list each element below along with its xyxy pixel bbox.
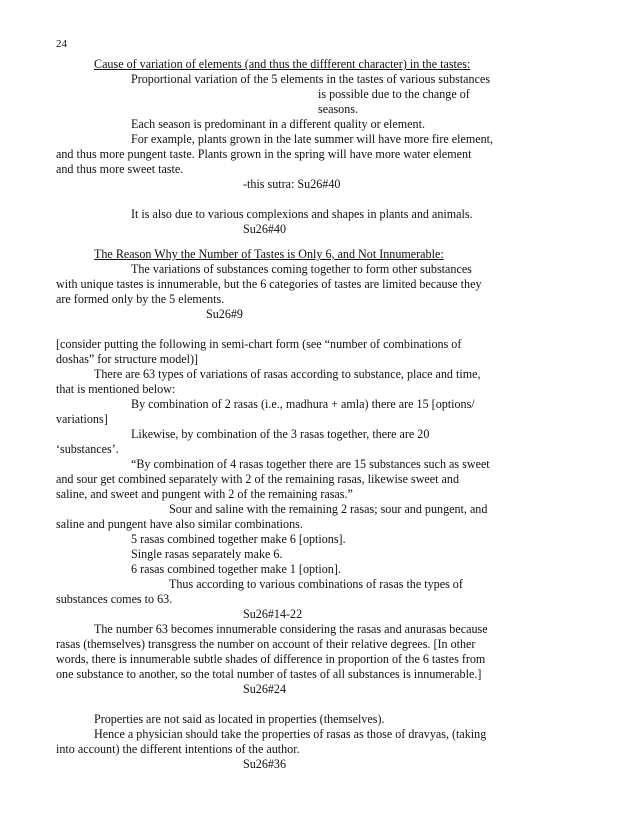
citation: Su26#9 <box>206 307 243 321</box>
text-line: Each season is predominant in a different quality or element. <box>131 117 425 131</box>
citation: Su26#40 <box>243 222 287 236</box>
text-line: saline, and sweet and pungent with 2 of the remaining rasas.” <box>56 487 353 501</box>
text-line: one substance to another, so the total number of tastes of all substances is innumerable.] <box>56 667 482 681</box>
text-line: saline and pungent have also similar combinations. <box>56 517 303 531</box>
text-line: Properties are not said as located in properties (themselves). <box>94 712 385 726</box>
text-line: words, there is innumerable subtle shades of difference in proportion of the 6 tastes from <box>56 652 486 666</box>
text-line: 5 rasas combined together make 6 [options]. <box>131 532 346 546</box>
text-line: For example, plants grown in the late summer will have more fire element, <box>131 132 494 146</box>
text-line: The number 63 becomes innumerable considering the rasas and anurasas because <box>94 622 488 636</box>
text-line: 6 rasas combined together make 1 [option]. <box>131 562 341 576</box>
text-line: There are 63 types of variations of rasas according to substance, place and time, <box>94 367 481 381</box>
text-line: Proportional variation of the 5 elements in the tastes of various substances <box>131 72 491 86</box>
text-line: that is mentioned below: <box>56 382 176 396</box>
page-number: 24 <box>56 38 67 50</box>
text-line: [consider putting the following in semi-chart form (see “number of combinations of <box>56 337 462 351</box>
text-line: are formed only by the 5 elements. <box>56 292 225 306</box>
section-heading-variation: Cause of variation of elements (and thus the diffferent character) in the tastes: <box>94 57 471 71</box>
text-line: is possible due to the change of <box>318 87 470 101</box>
text-line: Single rasas separately make 6. <box>131 547 283 561</box>
text-line: seasons. <box>318 102 358 116</box>
text-line: rasas (themselves) transgress the number on account of their relative degrees. [In other <box>56 637 476 651</box>
text-line: Hence a physician should take the properties of rasas as those of dravyas, (taking <box>94 727 487 741</box>
citation: -this sutra: Su26#40 <box>243 177 341 191</box>
text-line: with unique tastes is innumerable, but the 6 categories of tastes are limited because they <box>56 277 482 291</box>
citation: Su26#14-22 <box>243 607 303 621</box>
citation: Su26#24 <box>243 682 287 696</box>
text-line: ‘substances’. <box>56 442 119 456</box>
text-line: Sour and saline with the remaining 2 rasas; sour and pungent, and <box>169 502 488 516</box>
text-line: and sour get combined separately with 2 of the remaining rasas, likewise sweet and <box>56 472 460 486</box>
text-line: doshas” for structure model)] <box>56 352 199 366</box>
text-line: The variations of substances coming together to form other substances <box>131 262 472 276</box>
text-line: “By combination of 4 rasas together there are 15 substances such as sweet <box>131 457 490 471</box>
section-heading-reason: The Reason Why the Number of Tastes is Only 6, and Not Innumerable: <box>94 247 444 261</box>
text-line: Thus according to various combinations of rasas the types of <box>169 577 463 591</box>
text-line: and thus more pungent taste. Plants grown in the spring will have more water element <box>56 147 472 161</box>
text-line: into account) the different intentions of the author. <box>56 742 300 756</box>
text-line: Likewise, by combination of the 3 rasas together, there are 20 <box>131 427 430 441</box>
citation: Su26#36 <box>243 757 287 771</box>
text-line: substances comes to 63. <box>56 592 173 606</box>
text-line: variations] <box>56 412 108 426</box>
text-line: By combination of 2 rasas (i.e., madhura + amla) there are 15 [options/ <box>131 397 475 411</box>
text-line: It is also due to various complexions and shapes in plants and animals. <box>131 207 473 221</box>
text-line: and thus more sweet taste. <box>56 162 184 176</box>
